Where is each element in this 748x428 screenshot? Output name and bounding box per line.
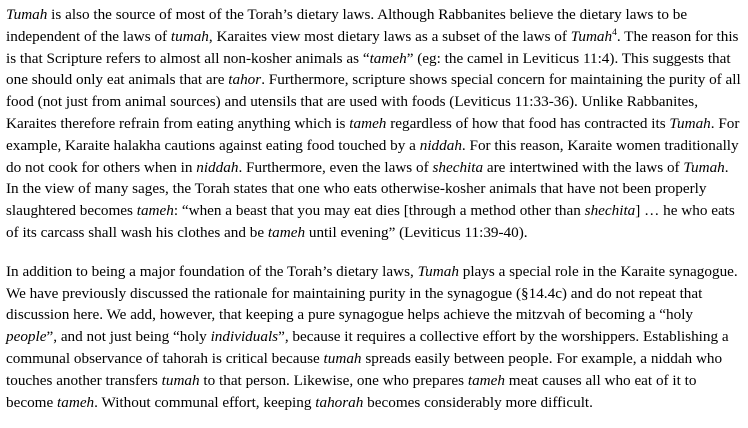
text-run: . For example, Karaite halakha cautions against eating food touched by a (6, 114, 740, 154)
italic-term: Tumah (669, 114, 711, 132)
italic-term: Tumah (6, 6, 48, 23)
italic-term: tumah (161, 371, 200, 389)
text-run: . In the view of many sages, the Torah states that one who eats otherwise-kosher animals that have not been properly slaughtered becomes (6, 158, 729, 220)
italic-term: shechita (584, 202, 636, 220)
document-body (6, 4, 742, 413)
text-run: . The reason for this is that Scripture refers to almost all non-kosher animals as “ (6, 27, 739, 67)
text-run: . Furthermore, even the laws of (238, 158, 433, 176)
text-run: meat causes all who eat of it to become (6, 371, 697, 411)
italic-term: tameh (349, 114, 387, 132)
text-run: In addition to being a major foundation of the Torah’s dietary laws, (6, 262, 418, 280)
italic-term: niddah (419, 136, 462, 154)
italic-term: tumah (170, 27, 209, 45)
text-run: becomes considerably more difficult. (363, 393, 593, 411)
text-run: . Without communal effort, keeping (94, 393, 316, 411)
italic-term: Tumah (417, 262, 459, 280)
italic-term: tahor (228, 71, 262, 89)
italic-term: Tumah (570, 27, 613, 45)
italic-term: tameh (267, 223, 306, 241)
italic-term: people (6, 328, 47, 346)
text-run: , Karaites view most dietary laws as a subset of the laws of (208, 27, 571, 45)
text-run: ”, and not just being “holy (46, 328, 211, 346)
text-run: until evening” (Leviticus 11:39-40). (305, 223, 528, 241)
footnote-marker: 4 (612, 27, 617, 38)
text-run: are intertwined with the laws of (483, 158, 684, 176)
italic-term: Tumah (683, 158, 725, 176)
italic-term: tameh (467, 371, 505, 389)
text-run: plays a special role in the Karaite synagogue. We have previously discussed the rationale for maintaining purity in the synagogue (§14.4c) and do not repeat that discussion here. We add, however, that keeping a pure synagogue helps achieve the mitzvah of becoming a “holy (6, 262, 738, 324)
text-run: . For this reason, Karaite women traditionally do not cook for others when in (6, 136, 739, 176)
text-run: spreads easily between people. For example, a niddah who touches another transfers (6, 349, 723, 389)
italic-term: tumah (323, 349, 362, 367)
text-run: regardless of how that food has contracted its (386, 114, 670, 132)
italic-term: tameh (57, 393, 95, 411)
text-run: ] … he who eats of its carcass shall wash his clothes and be (6, 202, 735, 241)
italic-term: tameh (369, 49, 407, 67)
paragraph-1 (6, 4, 742, 244)
italic-term: niddah (196, 158, 239, 176)
text-run: ”, because it requires a collective effort by the worshippers. Establishing a communal observance of tahorah is critical because (6, 328, 729, 367)
paragraph-2 (6, 261, 742, 414)
text-run: to that person. Likewise, one who prepares (199, 371, 468, 389)
italic-term: shechita (432, 158, 484, 176)
text-run: : “when a beast that you may eat dies [through a method other than (173, 202, 585, 220)
text-run: is also the source of most of the Torah’s dietary laws. Although Rabbanites believe the dietary laws to be independent of the laws of (6, 6, 688, 45)
text-run: ” (eg: the camel in Leviticus 11:4). This suggests that one should only eat animals that are (6, 49, 731, 89)
text-run: . Furthermore, scripture shows special concern for maintaining the purity of all food (not just from animal sources) and utensils that are used with foods (Leviticus 11:33-36). Unlike Rabbanites, Karaites therefore refrain from eating anything which is (6, 71, 741, 132)
italic-term: individuals (210, 328, 279, 346)
italic-term: tahorah (315, 393, 364, 411)
italic-term: tameh (136, 202, 174, 220)
